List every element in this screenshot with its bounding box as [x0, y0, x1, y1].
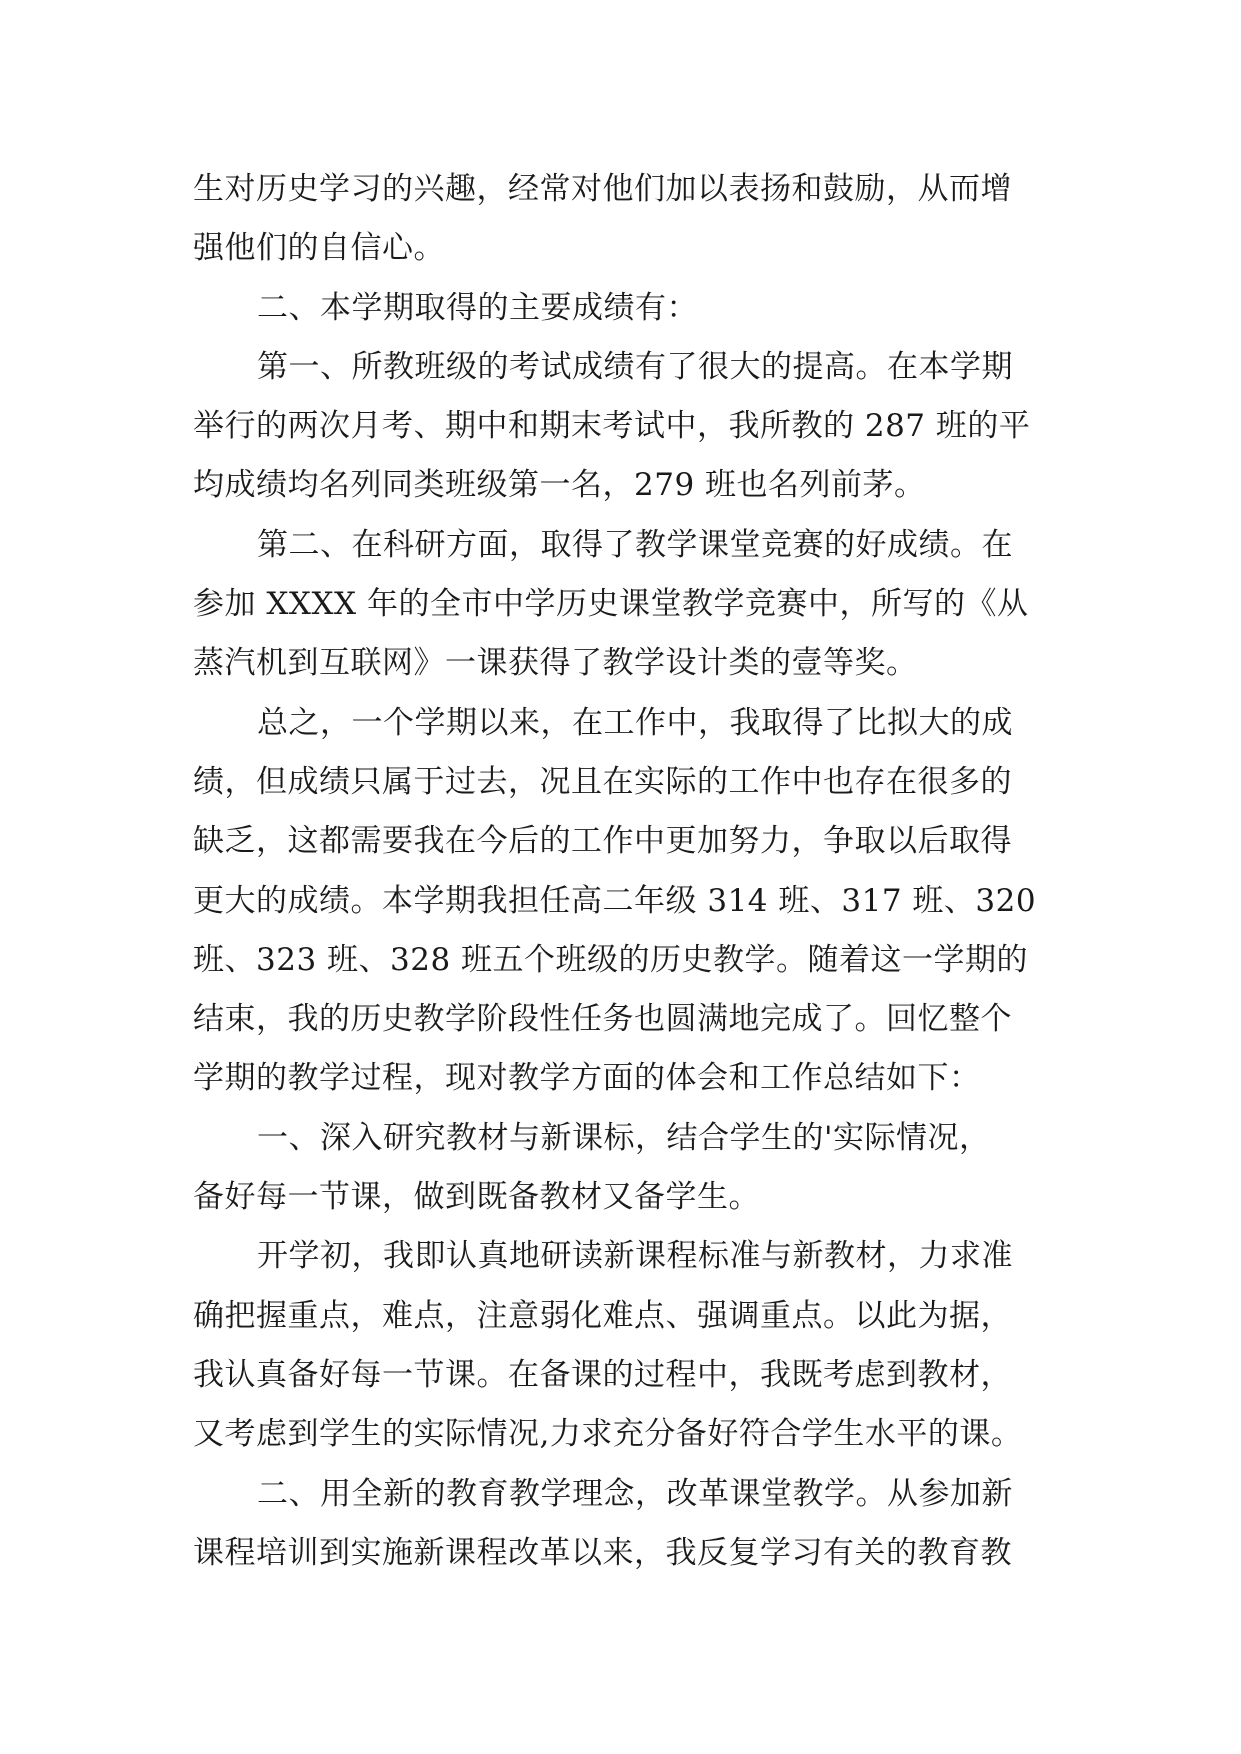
text-line: 班、323 班、328 班五个班级的历史教学。随着这一学期的 — [193, 941, 1029, 978]
text-line: 蒸汽机到互联网》一课获得了教学设计类的壹等奖。 — [193, 645, 918, 682]
paragraph-start: 总之，一个学期以来，在工作中，我取得了比拟大的成 — [257, 704, 1013, 741]
text-line: 生对历史学习的兴趣，经常对他们加以表扬和鼓励，从而增 — [193, 171, 1012, 207]
document-body — [193, 160, 1049, 1583]
section-heading: 二、用全新的教育教学理念，改革课堂教学。从参加新 — [257, 1475, 1013, 1512]
paragraph-start: 第一、所教班级的考试成绩有了很大的提高。在本学期 — [257, 348, 1013, 385]
text-line: 课程培训到实施新课程改革以来，我反复学习有关的教育教 — [193, 1534, 1012, 1571]
text-line: 缺乏，这都需要我在今后的工作中更加努力，争取以后取得 — [193, 823, 1012, 860]
text-line: 绩，但成绩只属于过去，况且在实际的工作中也存在很多的 — [193, 763, 1012, 800]
paragraph-start: 开学初，我即认真地研读新课程标准与新教材，力求准 — [257, 1238, 1013, 1275]
text-line: 举行的两次月考、期中和期末考试中，我所教的 287 班的平 — [193, 408, 1031, 445]
text-line: 均成绩均名列同类班级第一名，279 班也名列前茅。 — [193, 467, 926, 504]
text-line: 备好每一节课，做到既备教材又备学生。 — [193, 1179, 760, 1216]
text-line: 学期的教学过程，现对教学方面的体会和工作总结如下： — [193, 1060, 981, 1097]
text-line: 又考虑到学生的实际情况,力求充分备好符合学生水平的课。 — [193, 1416, 1023, 1453]
section-heading: 一、深入研究教材与新课标，结合学生的'实际情况， — [257, 1119, 991, 1156]
paragraph-start: 第二、在科研方面，取得了教学课堂竞赛的好成绩。在 — [257, 526, 1013, 563]
text-line: 更大的成绩。本学期我担任高二年级 314 班、317 班、320 — [193, 882, 1037, 919]
text-line: 我认真备好每一节课。在备课的过程中，我既考虑到教材， — [193, 1356, 1012, 1393]
text-line: 参加 XXXX 年的全市中学历史课堂教学竞赛中，所写的《从 — [193, 586, 1029, 623]
text-line: 结束，我的历史教学阶段性任务也圆满地完成了。回忆整个 — [193, 1001, 1012, 1038]
text-line: 确把握重点，难点，注意弱化难点、强调重点。以此为据， — [193, 1297, 1012, 1334]
text-line: 强他们的自信心。 — [193, 230, 445, 267]
section-heading: 二、本学期取得的主要成绩有： — [257, 289, 698, 326]
